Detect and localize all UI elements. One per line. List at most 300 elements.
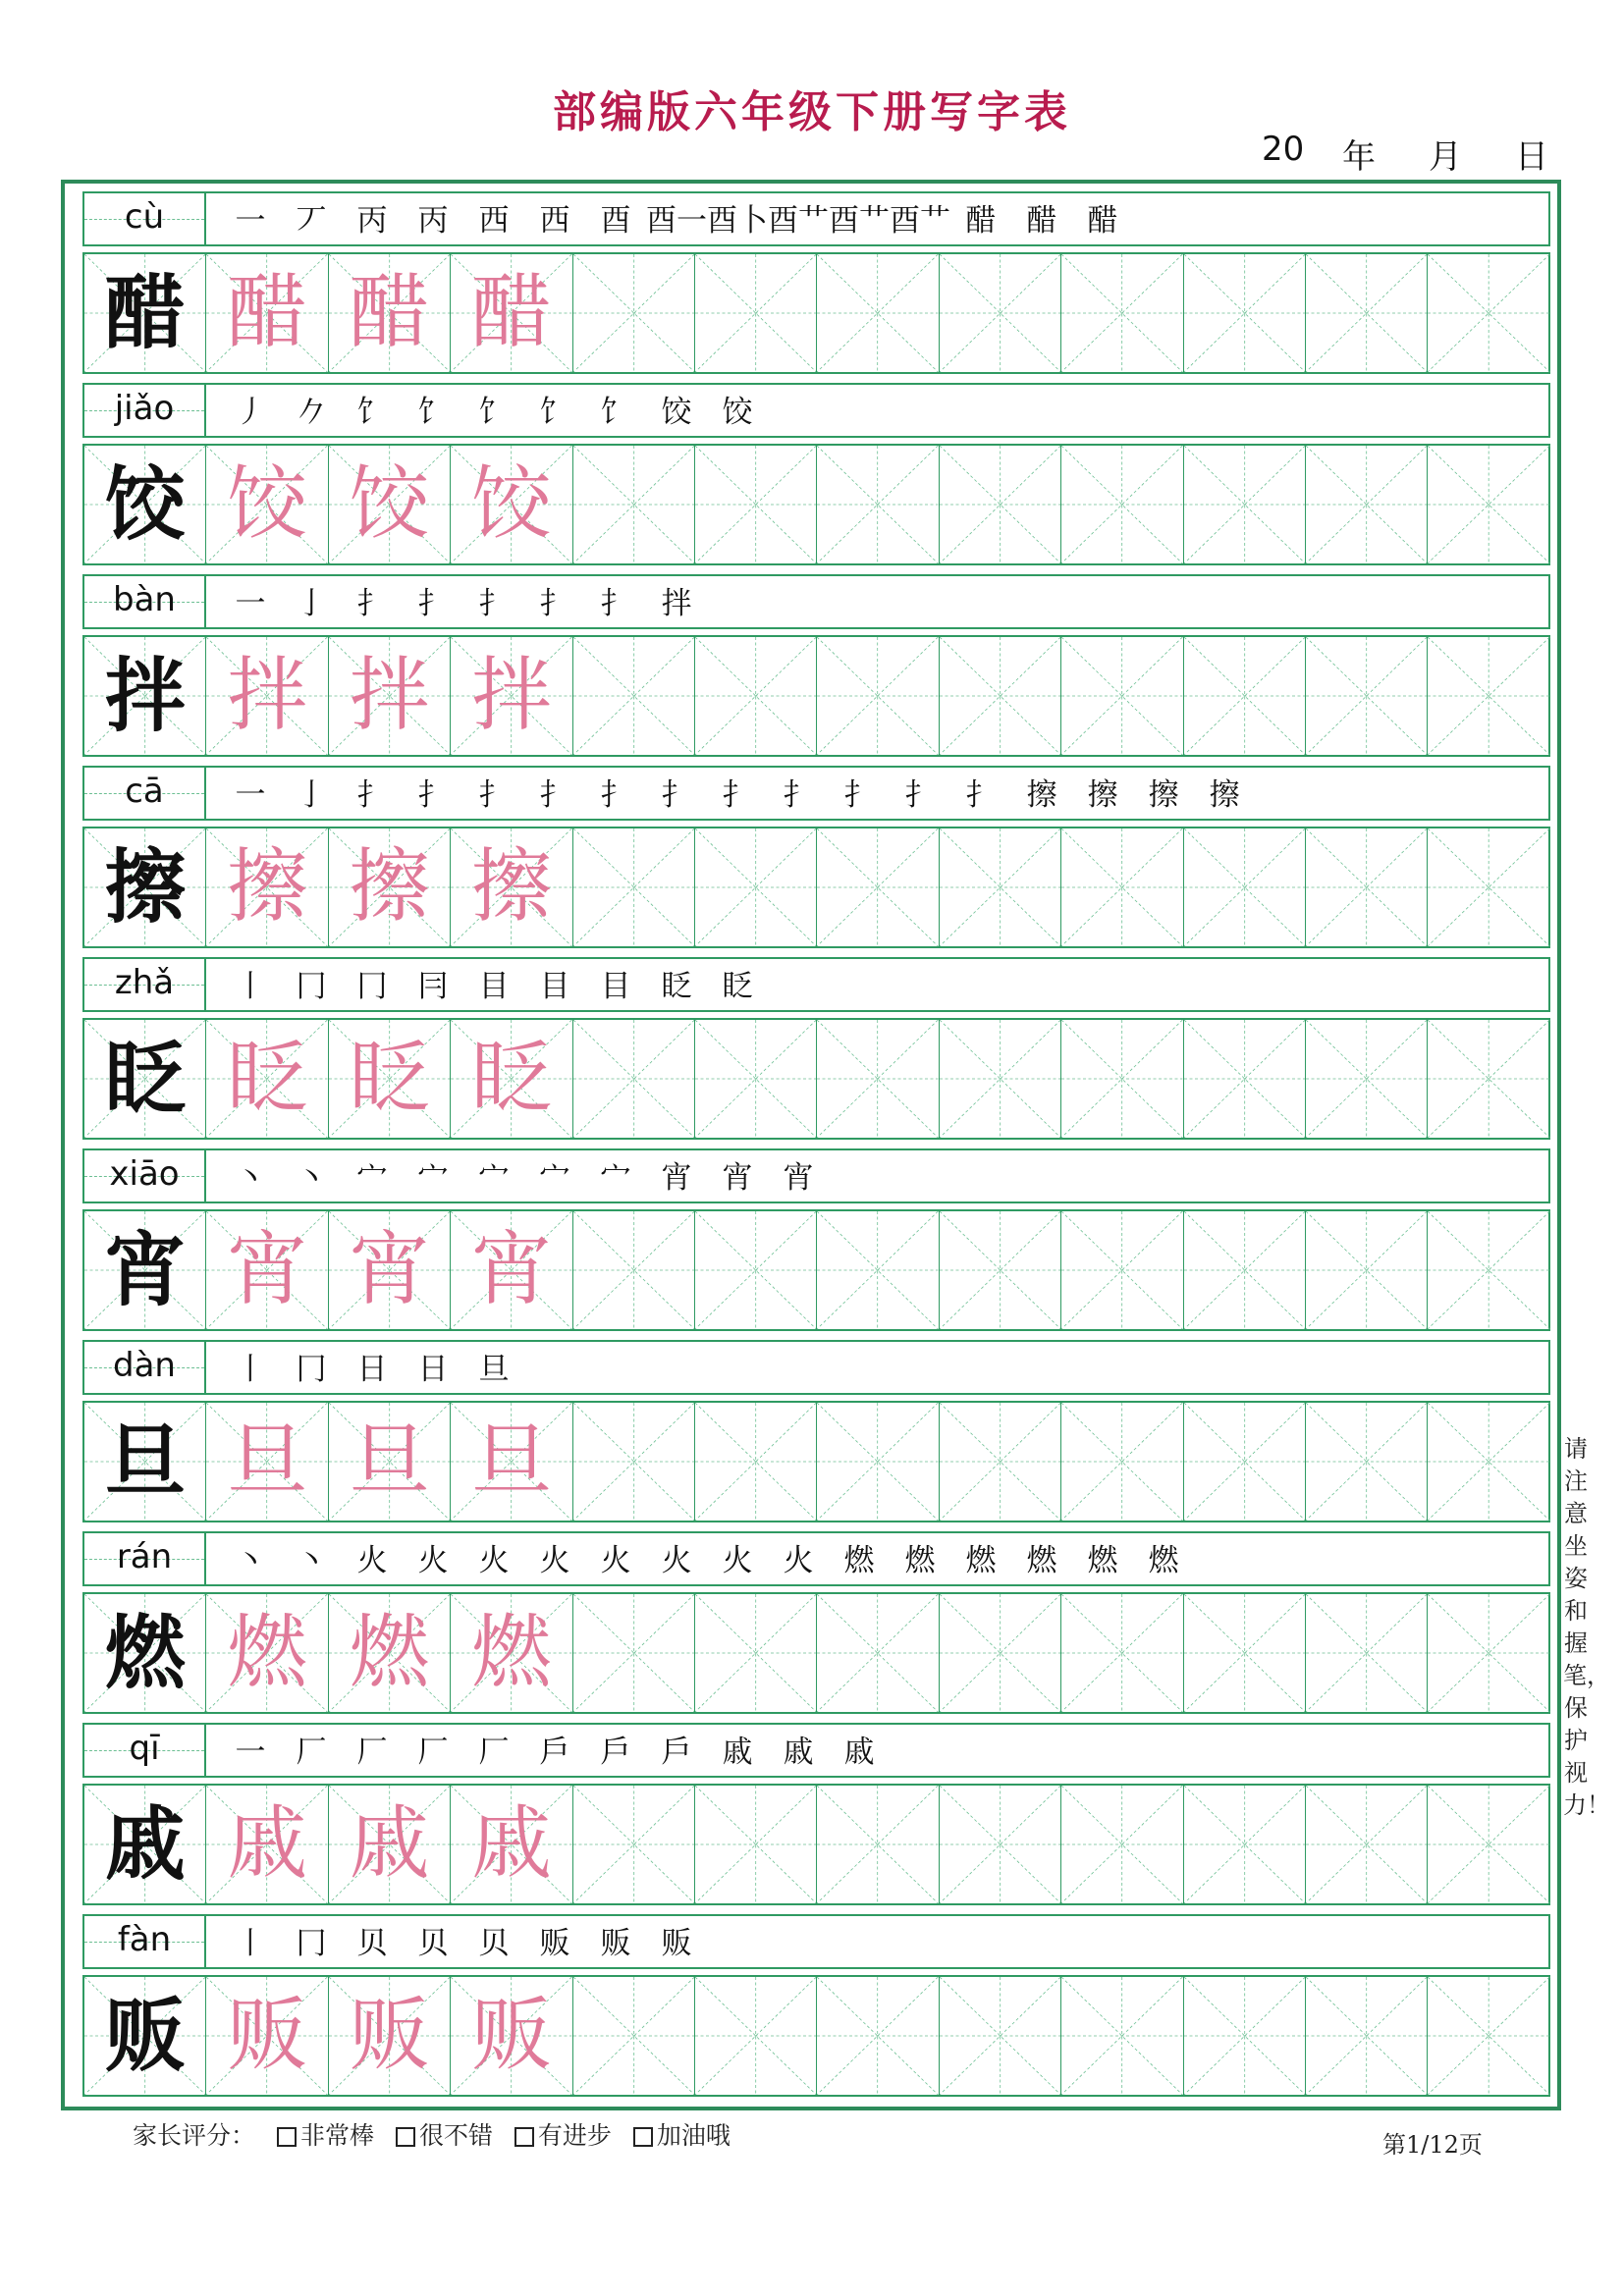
writing-cell[interactable]	[1428, 1403, 1549, 1521]
tianzige-guide	[1184, 1403, 1305, 1521]
pinyin: fàn	[117, 1920, 172, 1959]
trace-character: 拌	[349, 649, 430, 742]
tianzige-guide	[940, 446, 1060, 563]
writing-cell[interactable]	[940, 254, 1061, 372]
writing-grid-row	[82, 1401, 1550, 1522]
writing-cell	[84, 1020, 206, 1138]
tianzige-guide	[1428, 1977, 1549, 2095]
writing-cell[interactable]	[940, 446, 1061, 563]
stroke-step: 火	[539, 1543, 570, 1578]
tianzige-guide	[940, 1594, 1060, 1712]
stroke-order-row	[82, 383, 1550, 438]
stroke-order-row	[82, 1148, 1550, 1203]
trace-character: 宵	[227, 1223, 308, 1316]
writing-cell	[451, 254, 572, 372]
writing-cell[interactable]	[573, 1594, 695, 1712]
tianzige-guide	[573, 637, 694, 755]
trace-character: 眨	[349, 1032, 430, 1125]
tianzige-guide	[573, 1020, 694, 1138]
writing-cell[interactable]	[817, 637, 939, 755]
stroke-step: 扌	[417, 777, 449, 813]
tianzige-guide	[1306, 446, 1427, 563]
stroke-step: 目	[600, 969, 631, 1004]
writing-cell[interactable]	[573, 1403, 695, 1521]
writing-cell[interactable]	[695, 446, 817, 563]
stroke-step: 冃	[417, 969, 449, 1004]
writing-cell[interactable]	[695, 637, 817, 755]
trace-character: 醋	[470, 266, 552, 359]
writing-cell	[329, 1020, 451, 1138]
stroke-step: 贝	[356, 1926, 388, 1961]
tianzige-guide	[1184, 637, 1305, 755]
stroke-order-row	[82, 957, 1550, 1012]
writing-cell[interactable]	[573, 1786, 695, 1903]
trace-character: 旦	[227, 1415, 308, 1508]
writing-cell[interactable]	[695, 1211, 817, 1329]
stroke-step: 厂	[296, 1735, 327, 1770]
trace-character: 擦	[470, 840, 552, 934]
checkbox-icon[interactable]	[514, 2127, 534, 2147]
writing-cell[interactable]	[1061, 1977, 1183, 2095]
stroke-order-row	[82, 1531, 1550, 1586]
writing-cell[interactable]	[1061, 254, 1183, 372]
stroke-order-row	[82, 1914, 1550, 1969]
checkbox-icon[interactable]	[633, 2127, 653, 2147]
writing-cell[interactable]	[1061, 1211, 1183, 1329]
tianzige-guide	[1306, 1977, 1427, 2095]
character-block	[82, 574, 1550, 759]
writing-grid-row	[82, 444, 1550, 565]
writing-cell[interactable]	[573, 446, 695, 563]
tianzige-guide	[695, 1977, 816, 2095]
tianzige-guide	[1428, 1594, 1549, 1712]
pinyin-cell	[84, 959, 206, 1010]
writing-cell[interactable]	[817, 828, 939, 946]
checkbox-icon[interactable]	[396, 2127, 415, 2147]
tianzige-guide	[573, 1786, 694, 1903]
writing-cell[interactable]	[1184, 637, 1306, 755]
model-character: 饺	[104, 457, 186, 552]
stroke-step: 火	[478, 1543, 510, 1578]
tianzige-guide	[1306, 1403, 1427, 1521]
tianzige-guide	[940, 637, 1060, 755]
writing-grid-row	[82, 1018, 1550, 1140]
stroke-step: 亅	[296, 777, 327, 813]
stroke-step: 贝	[417, 1926, 449, 1961]
trace-character: 饺	[227, 457, 308, 551]
pinyin-cell	[84, 1916, 206, 1967]
tianzige-guide	[1306, 1594, 1427, 1712]
writing-cell[interactable]	[573, 1977, 695, 2095]
tianzige-guide	[940, 1786, 1060, 1903]
pinyin: xiāo	[109, 1154, 180, 1194]
stroke-step: 冂	[296, 969, 327, 1004]
writing-cell	[329, 254, 451, 372]
tianzige-guide	[940, 254, 1060, 372]
date-month-unit: 月	[1429, 137, 1462, 177]
character-block	[82, 957, 1550, 1142]
tianzige-guide	[1428, 1211, 1549, 1329]
writing-cell[interactable]	[817, 1977, 939, 2095]
writing-cell[interactable]	[1184, 1020, 1306, 1138]
stroke-step: 饣	[478, 395, 510, 430]
stroke-step: 扌	[478, 777, 510, 813]
side-note: 请注意坐姿和握笔，保护视力！	[1563, 1435, 1610, 1819]
stroke-sequence	[220, 965, 1536, 1008]
writing-cell[interactable]	[940, 1977, 1061, 2095]
stroke-step: 𠂊	[296, 395, 327, 430]
writing-cell	[206, 1594, 328, 1712]
tianzige-guide	[573, 828, 694, 946]
writing-cell[interactable]	[940, 637, 1061, 755]
writing-cell[interactable]	[695, 1977, 817, 2095]
writing-cell[interactable]	[817, 1403, 939, 1521]
writing-grid-row	[82, 827, 1550, 948]
stroke-step: 宀	[478, 1160, 510, 1196]
writing-cell[interactable]	[1428, 1020, 1549, 1138]
writing-cell	[329, 1786, 451, 1903]
writing-cell[interactable]	[695, 1594, 817, 1712]
writing-cell[interactable]	[1428, 1211, 1549, 1329]
writing-cell[interactable]	[1184, 254, 1306, 372]
tianzige-guide	[695, 637, 816, 755]
tianzige-guide	[573, 1211, 694, 1329]
stroke-step: 厂	[356, 1735, 388, 1770]
writing-cell	[84, 254, 206, 372]
writing-cell[interactable]	[695, 1786, 817, 1903]
rating-option-good[interactable]: 很不错	[396, 2121, 493, 2150]
writing-cell[interactable]	[695, 1403, 817, 1521]
stroke-step: 厂	[478, 1735, 510, 1770]
writing-cell	[206, 446, 328, 563]
trace-character: 宵	[470, 1223, 552, 1316]
stroke-step: 西	[478, 203, 510, 239]
date-year-unit: 年	[1342, 137, 1376, 177]
stroke-step: 丿	[235, 395, 266, 430]
stroke-step: 丆	[296, 203, 327, 239]
writing-cell	[84, 637, 206, 755]
writing-cell[interactable]	[1428, 1977, 1549, 2095]
pinyin-cell	[84, 1150, 206, 1201]
stroke-step: 戶	[600, 1735, 631, 1770]
pinyin: jiǎo	[114, 389, 175, 428]
writing-cell[interactable]	[1306, 1211, 1428, 1329]
writing-cell[interactable]	[940, 1403, 1061, 1521]
writing-cell	[329, 1594, 451, 1712]
writing-cell[interactable]	[695, 254, 817, 372]
tianzige-guide	[817, 1020, 938, 1138]
writing-cell[interactable]	[1061, 1594, 1183, 1712]
writing-cell[interactable]	[573, 1211, 695, 1329]
writing-cell[interactable]	[1428, 828, 1549, 946]
stroke-step: 眨	[661, 969, 692, 1004]
writing-cell	[84, 446, 206, 563]
trace-character: 醋	[349, 266, 430, 359]
stroke-step: 目	[539, 969, 570, 1004]
stroke-step: 扌	[356, 777, 388, 813]
pinyin: bàn	[113, 580, 176, 619]
stroke-sequence	[220, 1539, 1536, 1582]
stroke-step: 冂	[356, 969, 388, 1004]
writing-cell	[329, 1977, 451, 2095]
writing-cell[interactable]	[1184, 1977, 1306, 2095]
stroke-step: 丶	[235, 1160, 266, 1196]
writing-cell[interactable]	[1184, 1786, 1306, 1903]
stroke-step: 一	[235, 586, 266, 621]
writing-cell[interactable]	[573, 637, 695, 755]
writing-cell[interactable]	[1306, 1977, 1428, 2095]
trace-character: 戚	[470, 1797, 552, 1891]
stroke-step: 戚	[722, 1735, 753, 1770]
stroke-step: 宵	[661, 1160, 692, 1196]
stroke-step: 酉卜	[707, 203, 768, 239]
writing-cell[interactable]	[1184, 828, 1306, 946]
stroke-order-row	[82, 766, 1550, 821]
tianzige-guide	[1184, 1020, 1305, 1138]
stroke-step: 醋	[965, 203, 997, 239]
writing-cell[interactable]	[573, 828, 695, 946]
date-day-unit: 日	[1515, 137, 1548, 177]
writing-cell[interactable]	[1306, 637, 1428, 755]
stroke-step: 火	[417, 1543, 449, 1578]
stroke-step: 宀	[417, 1160, 449, 1196]
writing-cell[interactable]	[1184, 1594, 1306, 1712]
writing-cell[interactable]	[1306, 828, 1428, 946]
checkbox-icon[interactable]	[277, 2127, 297, 2147]
stroke-step: 燃	[965, 1543, 997, 1578]
writing-cell[interactable]	[573, 1020, 695, 1138]
stroke-step: 戚	[783, 1735, 814, 1770]
tianzige-guide	[695, 1211, 816, 1329]
trace-character: 燃	[349, 1606, 430, 1699]
trace-character: 擦	[349, 840, 430, 934]
character-block	[82, 383, 1550, 567]
writing-grid-row	[82, 252, 1550, 374]
stroke-step: 扌	[722, 777, 753, 813]
tianzige-guide	[695, 1020, 816, 1138]
stroke-step: 擦	[1148, 777, 1179, 813]
tianzige-guide	[940, 1403, 1060, 1521]
writing-cell	[206, 1786, 328, 1903]
stroke-step: 扌	[539, 586, 570, 621]
writing-cell[interactable]	[1184, 1211, 1306, 1329]
writing-cell[interactable]	[817, 1211, 939, 1329]
writing-cell[interactable]	[940, 1594, 1061, 1712]
tianzige-guide	[817, 254, 938, 372]
stroke-step: 扌	[356, 586, 388, 621]
rating-option-keep-going[interactable]: 加油哦	[633, 2121, 731, 2150]
stroke-step: 擦	[1087, 777, 1118, 813]
stroke-step: 宀	[539, 1160, 570, 1196]
tianzige-guide	[1184, 1786, 1305, 1903]
tianzige-guide	[817, 1594, 938, 1712]
tianzige-guide	[695, 254, 816, 372]
stroke-step: 醋	[1087, 203, 1118, 239]
date-year: 20	[1262, 130, 1305, 169]
writing-cell	[451, 1211, 572, 1329]
stroke-step: 燃	[1148, 1543, 1179, 1578]
writing-cell[interactable]	[573, 254, 695, 372]
writing-cell[interactable]	[1184, 1403, 1306, 1521]
trace-character: 戚	[227, 1797, 308, 1891]
stroke-step: 贝	[478, 1926, 510, 1961]
writing-grid-row	[82, 1592, 1550, 1714]
model-character: 擦	[104, 840, 186, 934]
writing-cell[interactable]	[1306, 1403, 1428, 1521]
writing-cell[interactable]	[1306, 1594, 1428, 1712]
trace-character: 拌	[227, 649, 308, 742]
trace-character: 擦	[227, 840, 308, 934]
writing-cell[interactable]	[1428, 637, 1549, 755]
writing-cell[interactable]	[1061, 1786, 1183, 1903]
stroke-order-row	[82, 1723, 1550, 1778]
model-character: 宵	[104, 1223, 186, 1317]
tianzige-guide	[695, 1403, 816, 1521]
writing-cell[interactable]	[940, 1786, 1061, 1903]
pinyin: cù	[124, 197, 165, 237]
stroke-step: 丙	[417, 203, 449, 239]
stroke-step: 丶	[235, 1543, 266, 1578]
stroke-step: 酉一	[646, 203, 707, 239]
character-block	[82, 1914, 1550, 2099]
tianzige-guide	[1061, 1786, 1182, 1903]
tianzige-guide	[1061, 446, 1182, 563]
writing-cell	[329, 637, 451, 755]
stroke-sequence	[220, 1156, 1536, 1200]
writing-cell[interactable]	[1061, 828, 1183, 946]
stroke-step: 火	[661, 1543, 692, 1578]
tianzige-guide	[695, 1786, 816, 1903]
stroke-step: 酉艹	[768, 203, 829, 239]
writing-cell[interactable]	[1428, 254, 1549, 372]
stroke-step: 丨	[235, 969, 266, 1004]
writing-cell[interactable]	[1306, 1020, 1428, 1138]
writing-cell	[84, 1594, 206, 1712]
writing-cell[interactable]	[817, 254, 939, 372]
stroke-order-row	[82, 574, 1550, 629]
tianzige-guide	[940, 828, 1060, 946]
stroke-step: 丶	[296, 1543, 327, 1578]
writing-cell[interactable]	[1428, 1786, 1549, 1903]
writing-cell[interactable]	[1061, 1403, 1183, 1521]
trace-character: 眨	[227, 1032, 308, 1125]
writing-cell	[329, 1211, 451, 1329]
trace-character: 燃	[227, 1606, 308, 1699]
writing-cell[interactable]	[1306, 446, 1428, 563]
model-character: 戚	[104, 1797, 186, 1892]
stroke-step: 目	[478, 969, 510, 1004]
tianzige-guide	[817, 1403, 938, 1521]
tianzige-guide	[1184, 254, 1305, 372]
model-character: 眨	[104, 1032, 186, 1126]
rating-option-progress[interactable]: 有进步	[514, 2121, 612, 2150]
stroke-step: 扌	[478, 586, 510, 621]
writing-cell[interactable]	[817, 1020, 939, 1138]
writing-cell	[84, 1786, 206, 1903]
date-line	[1262, 130, 1556, 175]
writing-cell[interactable]	[695, 828, 817, 946]
writing-cell[interactable]	[1061, 446, 1183, 563]
writing-cell	[206, 254, 328, 372]
trace-character: 燃	[470, 1606, 552, 1699]
pinyin-cell	[84, 193, 206, 244]
trace-character: 拌	[470, 649, 552, 742]
trace-character: 眨	[470, 1032, 552, 1125]
writing-grid-row	[82, 1784, 1550, 1905]
pinyin: rán	[116, 1537, 173, 1576]
stroke-sequence	[220, 1922, 1536, 1965]
writing-cell[interactable]	[1428, 446, 1549, 563]
model-character: 贩	[104, 1989, 186, 2083]
writing-cell[interactable]	[1184, 446, 1306, 563]
writing-cell[interactable]	[940, 1020, 1061, 1138]
model-character: 醋	[104, 266, 186, 360]
writing-cell[interactable]	[940, 828, 1061, 946]
tianzige-guide	[1428, 637, 1549, 755]
writing-cell	[206, 637, 328, 755]
writing-cell[interactable]	[1428, 1594, 1549, 1712]
tianzige-guide	[1306, 828, 1427, 946]
writing-cell[interactable]	[817, 1786, 939, 1903]
writing-cell	[451, 637, 572, 755]
parent-rating	[133, 2116, 731, 2156]
writing-cell[interactable]	[1306, 1786, 1428, 1903]
writing-cell[interactable]	[1306, 254, 1428, 372]
tianzige-guide	[1061, 828, 1182, 946]
stroke-step: 冂	[296, 1352, 327, 1387]
writing-cell[interactable]	[1061, 637, 1183, 755]
trace-character: 旦	[470, 1415, 552, 1508]
tianzige-guide	[1061, 254, 1182, 372]
writing-cell[interactable]	[695, 1020, 817, 1138]
stroke-step: 燃	[1026, 1543, 1057, 1578]
tianzige-guide	[1061, 637, 1182, 755]
trace-character: 贩	[349, 1989, 430, 2082]
model-character: 拌	[104, 649, 186, 743]
stroke-sequence	[220, 774, 1536, 817]
writing-cell	[84, 1977, 206, 2095]
stroke-step: 饺	[722, 395, 753, 430]
tianzige-guide	[1061, 1594, 1182, 1712]
character-block	[82, 1531, 1550, 1716]
writing-cell	[329, 828, 451, 946]
tianzige-guide	[1061, 1211, 1182, 1329]
tianzige-guide	[1306, 637, 1427, 755]
stroke-step: 火	[783, 1543, 814, 1578]
stroke-step: 燃	[843, 1543, 875, 1578]
writing-cell[interactable]	[940, 1211, 1061, 1329]
stroke-step: 贩	[661, 1926, 692, 1961]
stroke-step: 酉艹	[890, 203, 950, 239]
writing-cell[interactable]	[817, 446, 939, 563]
tianzige-guide	[817, 1786, 938, 1903]
rating-option-excellent[interactable]: 非常棒	[277, 2121, 374, 2150]
tianzige-guide	[940, 1977, 1060, 2095]
writing-cell	[206, 828, 328, 946]
model-character: 燃	[104, 1606, 186, 1700]
writing-cell[interactable]	[817, 1594, 939, 1712]
stroke-step: 宵	[722, 1160, 753, 1196]
stroke-step: 扌	[904, 777, 936, 813]
writing-cell	[329, 446, 451, 563]
tianzige-guide	[1428, 1786, 1549, 1903]
trace-character: 贩	[470, 1989, 552, 2082]
tianzige-guide	[940, 1020, 1060, 1138]
tianzige-guide	[1428, 1403, 1549, 1521]
stroke-step: 燃	[904, 1543, 936, 1578]
writing-cell[interactable]	[1061, 1020, 1183, 1138]
page-title: 部编版六年级下册写字表	[553, 87, 1071, 137]
